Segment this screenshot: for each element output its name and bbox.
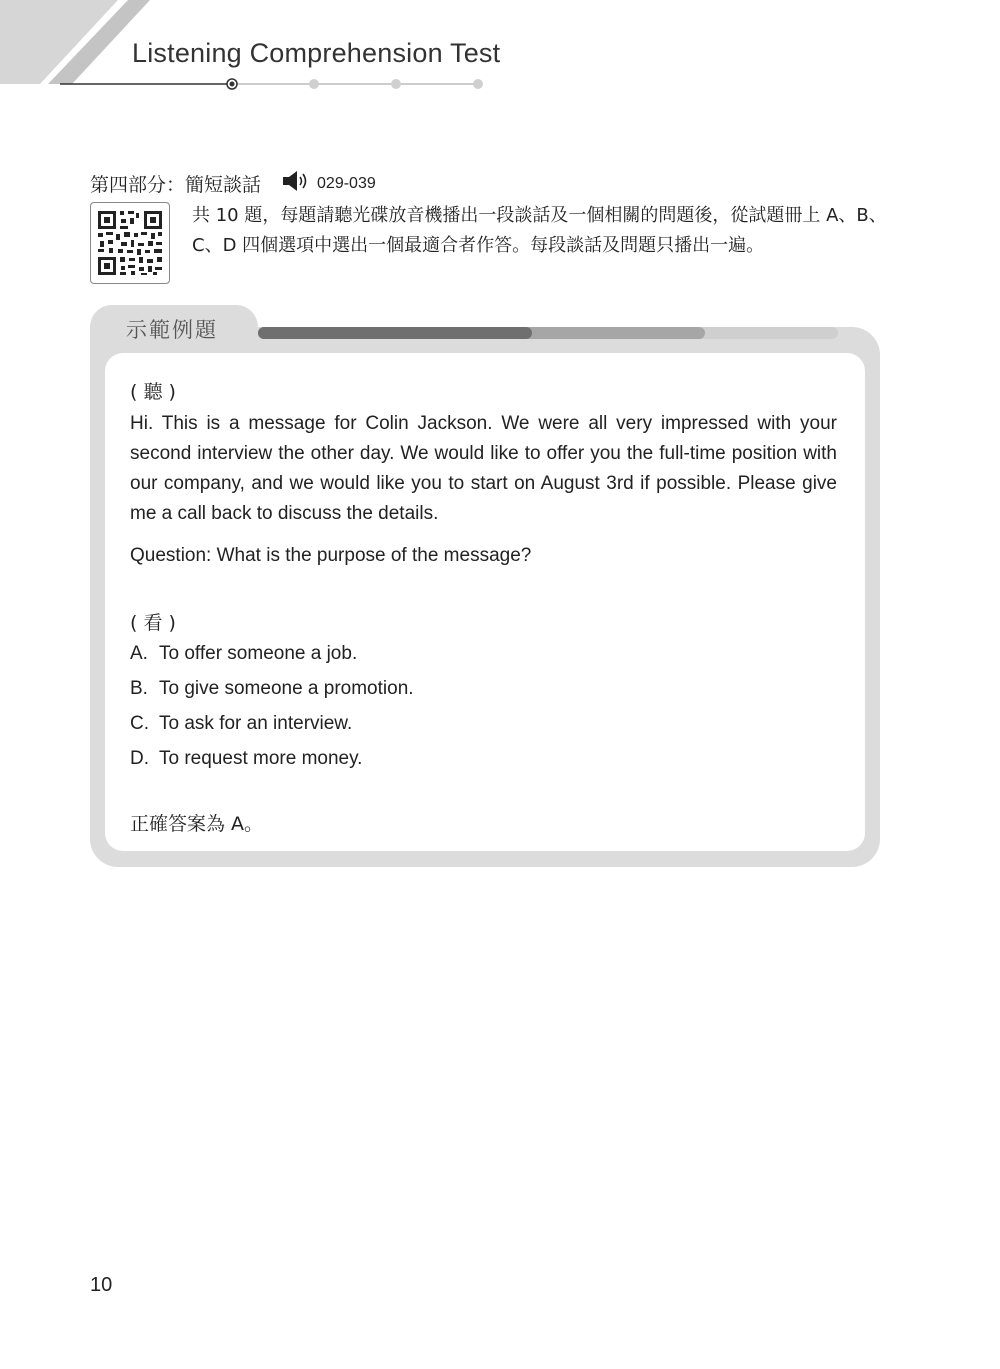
option-text: To offer someone a job.: [159, 643, 358, 664]
example-label: 示範例題: [126, 318, 218, 342]
option-a: [130, 643, 357, 665]
speaker-icon[interactable]: [281, 170, 311, 197]
section-heading: [90, 170, 376, 197]
option-letter: D.: [130, 748, 149, 769]
header-rule: [60, 74, 490, 94]
example-box: [90, 305, 880, 867]
option-text: To request more money.: [159, 748, 363, 769]
look-tag: ( 看 ): [130, 612, 176, 634]
section-title: 第四部分：簡短談話: [90, 174, 262, 196]
track-number: 029-039: [317, 174, 376, 192]
header-title: Listening Comprehension Test: [132, 38, 501, 68]
option-letter: B.: [130, 678, 148, 699]
qr-code-icon[interactable]: [90, 202, 170, 284]
section-instructions: 共 10 題，每題請聽光碟放音機播出一段談話及一個相關的問題後，從試題冊上 A、B、C、D 四個選項中選出一個最適合者作答。每段談話及問題只播出一遍。: [192, 205, 887, 256]
option-c: [130, 713, 352, 735]
page-number: 10: [90, 1274, 113, 1296]
listen-tag: ( 聽 ): [130, 381, 176, 403]
option-b: [130, 678, 414, 700]
option-text: To give someone a promotion.: [159, 678, 414, 699]
option-letter: C.: [130, 713, 149, 734]
question-text: Question: What is the purpose of the message?: [130, 545, 532, 566]
option-letter: A.: [130, 643, 148, 664]
correct-answer: 正確答案為 A。: [130, 813, 264, 835]
option-text: To ask for an interview.: [159, 713, 353, 734]
example-header-bars: [258, 327, 858, 343]
passage-text: Hi. This is a message for Colin Jackson. We were all very impressed with your second interview the other day. We would like to offer you the full-time position with our company, and we would like you to start on August 3rd if possible. Please give me a call back to discuss the details.: [130, 413, 837, 524]
option-d: [130, 748, 362, 770]
